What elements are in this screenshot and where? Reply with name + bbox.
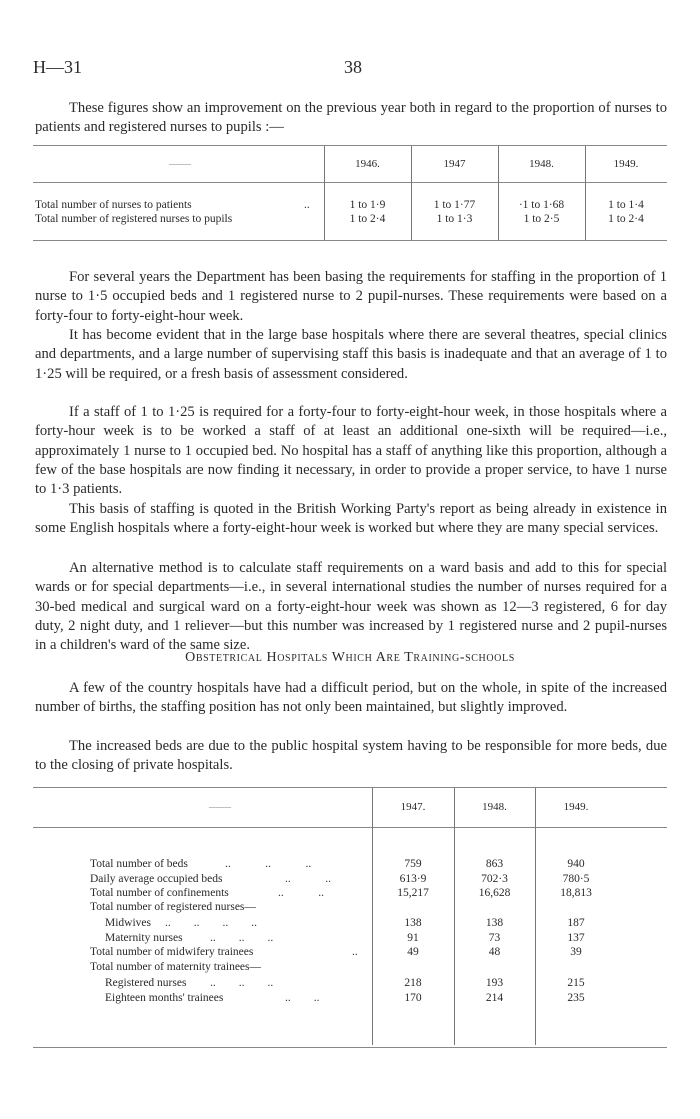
table-cell: 170 <box>404 992 422 1004</box>
table-row-label: Eighteen months' trainees <box>105 992 224 1004</box>
table-cell: 48 <box>488 946 501 958</box>
section-heading: Obstetrical Hospitals Which Are Training-schools <box>185 650 515 665</box>
body-paragraph: This basis of staffing is quoted in the British Working Party's report as being already in existence in some English hospitals where a forty-eight-hour week is worked but where they are many special services. <box>35 501 667 537</box>
table-cell: 613·9 <box>399 873 427 885</box>
table2-top-rule <box>33 787 667 788</box>
body-paragraph: The increased beds are due to the public hospital system having to be responsible for more beds, due to the closing of private hospitals. <box>35 738 667 774</box>
table-cell: 780·5 <box>562 873 590 885</box>
table1-column-header: 1947 <box>443 158 466 170</box>
intro-paragraph: These figures show an improvement on the previous year both in regard to the proportion of nurses to patients and registered nurses to pupils :— <box>35 100 667 136</box>
table-cell: 235 <box>567 992 585 1004</box>
table-cell: 1 to 2·4 <box>608 213 644 225</box>
table2-column-header: 1949. <box>563 801 589 813</box>
body-paragraph: A few of the country hospitals have had a difficult period, but on the whole, in spite of the increased number of births, the staffing position has not only been maintained, but slightly improved. <box>35 680 667 716</box>
table-cell: 940 <box>567 858 585 870</box>
body-paragraph: If a staff of 1 to 1·25 is required for a forty-four to forty-eight-hour week, in those hospitals where a forty-hour week is to be worked a staff of at least an additional one-sixth will be required—i.e., approximately 1 nurse to 1 occupied bed. No hospital has a staff of anything like this proportion, although a few of the base hospitals are now finding it necessary, in order to provide a proper service, to have 1 nurse to 1·3 patients. <box>35 404 667 498</box>
table-cell: 1 to 1·3 <box>436 213 473 225</box>
table-cell: 91 <box>407 932 419 944</box>
table-cell: 137 <box>567 932 585 944</box>
table-cell: 759 <box>404 858 422 870</box>
table1-corner: —— <box>169 158 191 170</box>
table-cell: 39 <box>570 946 582 958</box>
table2-bottom-rule <box>33 1047 667 1048</box>
table1-column-header: 1949. <box>613 158 639 170</box>
table-cell: 218 <box>404 977 422 989</box>
table-cell: 702·3 <box>481 873 508 885</box>
table-cell: 15,217 <box>397 887 429 899</box>
table-row-label: Daily average occupied beds <box>90 873 223 885</box>
leader-dots: .. .. .. <box>210 977 274 989</box>
body-paragraph: An alternative method is to calculate staff requirements on a ward basis and add to this for special wards or for special departments—i.e., in several international studies the number of nurses required for a 30-bed medical and surgical ward on a forty-eight-hour week was shown as 12—3 registered, 6 for day duty, 2 night duty, and 1 reliever—but this number was increased by 1 registered nurse and 2 pupil-nurses in a children's ward of the same size. <box>35 560 667 654</box>
table2-header-rule <box>33 827 667 828</box>
table2-column-header: 1947. <box>400 801 426 813</box>
table-cell: 215 <box>567 977 585 989</box>
table-cell: 1 to 1·9 <box>349 199 386 211</box>
table1-column-header: 1948. <box>529 158 554 170</box>
leader-dots: .. .. .. <box>210 932 274 944</box>
table-row-label: Total number of nurses to patients <box>35 199 192 211</box>
table-cell: 18,813 <box>560 887 592 899</box>
leader-dots: .. .. <box>285 873 331 885</box>
table2-corner: —— <box>209 801 231 813</box>
table-cell: 1 to 2·5 <box>523 213 560 225</box>
report-code: H—31 <box>33 57 82 77</box>
table-cell: 1 to 1·77 <box>433 199 476 211</box>
leader-dots: .. .. .. <box>225 858 312 870</box>
table-row-label: Total number of registered nurses— <box>90 901 256 913</box>
page-number: 38 <box>344 57 362 77</box>
leader-dots: .. .. .. .. <box>165 917 257 929</box>
body-paragraph: For several years the Department has been basing the requirements for staffing in the proportion of 1 nurse to 1·5 occupied beds and 1 registered nurse to 2 pupil-nurses. These requirements were based on a forty-four to forty-eight-hour week. <box>35 269 667 324</box>
table-cell: 193 <box>485 977 504 989</box>
table-cell: ·1 to 1·68 <box>518 199 565 211</box>
table-row-label: Total number of beds <box>90 858 188 870</box>
table-cell: 49 <box>407 946 419 958</box>
table-row-label: Total number of registered nurses to pupils <box>35 213 233 225</box>
table-cell: 214 <box>485 992 504 1004</box>
leader-dots: .. .. <box>285 992 320 1004</box>
table-cell: 73 <box>488 932 501 944</box>
table1-bottom-rule <box>33 240 667 241</box>
table-row-label: Total number of midwifery trainees <box>90 946 254 958</box>
body-paragraph: It has become evident that in the large base hospitals where there are several theatres, special clinics and departments, and a large number of supervising staff this basis is inadequate and that an average of 1 to 1·25 will be required, or a fresh basis of assessment considered. <box>35 327 667 382</box>
leader-dots: .. <box>352 946 358 958</box>
table-row-label: Maternity nurses <box>105 932 183 944</box>
leader-dots: .. .. <box>278 887 324 899</box>
table-row-label: Total number of confinements <box>90 887 229 899</box>
table1-top-rule <box>33 145 667 146</box>
table-cell: 16,628 <box>478 887 511 899</box>
table1-header-rule <box>33 182 667 183</box>
table-cell: 863 <box>485 858 504 870</box>
table-cell: 1 to 1·4 <box>608 199 644 211</box>
table-row-label: Midwives <box>105 917 151 929</box>
table-cell: 138 <box>485 917 504 929</box>
table-cell: 138 <box>404 917 422 929</box>
table-row-label: Registered nurses <box>105 977 187 989</box>
leader-dots: .. <box>304 199 310 211</box>
table2-column-header: 1948. <box>482 801 507 813</box>
table-cell: 187 <box>567 917 585 929</box>
table-row-label: Total number of maternity trainees— <box>90 961 262 973</box>
table1-column-header: 1946. <box>355 158 380 170</box>
table-cell: 1 to 2·4 <box>349 213 386 225</box>
